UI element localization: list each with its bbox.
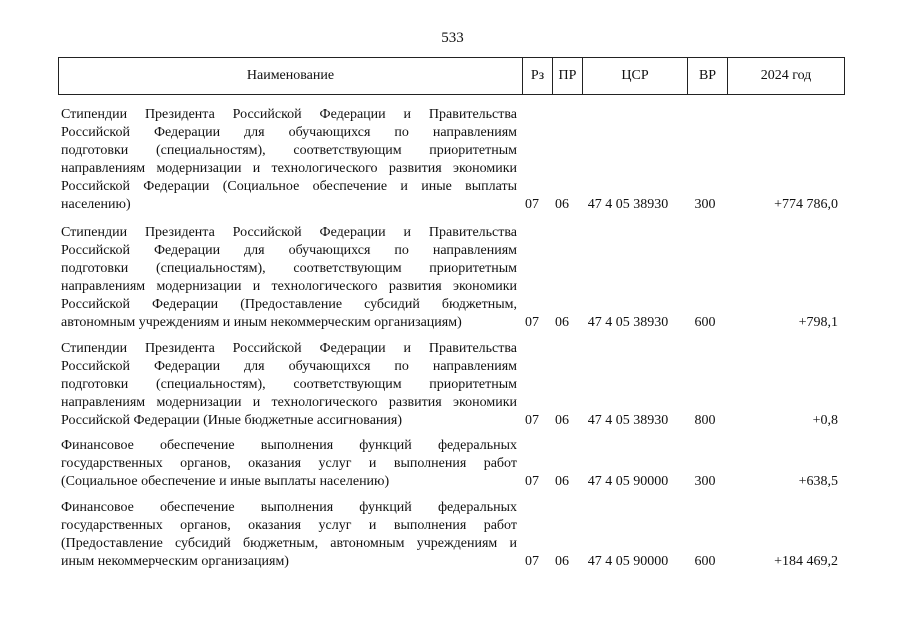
row-name-line: населению) [61, 197, 131, 212]
header-vr: ВР [687, 58, 727, 94]
row-name-line: Российской Федерации для обучающихся по направлениям [61, 243, 517, 258]
row-csr: 47 4 05 38930 [587, 315, 669, 330]
row-pr: 06 [555, 554, 569, 569]
row-name-line: Стипендии Президента Российской Федерации и Правительства [61, 107, 517, 122]
row-name-line: Российской Федерации (Иные бюджетные ассигнования) [61, 413, 403, 428]
row-csr: 47 4 05 38930 [587, 413, 669, 428]
row-rz: 07 [525, 197, 539, 212]
row-pr: 06 [555, 315, 569, 330]
row-name-line: подготовки (специальностям), соответствующим приоритетным [61, 261, 517, 276]
row-name-line: направлениям модернизации и технологического развития экономики [61, 161, 517, 176]
row-name-line: Российской Федерации для обучающихся по направлениям [61, 125, 517, 140]
row-name-line: Стипендии Президента Российской Федерации и Правительства [61, 341, 517, 356]
row-name-line: (Социальное обеспечение и иные выплаты населению) [61, 474, 390, 489]
row-rz: 07 [525, 315, 539, 330]
row-rz: 07 [525, 554, 539, 569]
row-name [61, 499, 517, 571]
header-year: 2024 год [727, 58, 844, 94]
row-vr: 300 [694, 197, 716, 212]
row-amount: +638,5 [798, 474, 838, 489]
row-name [61, 224, 517, 332]
row-name-line: направлениям модернизации и технологического развития экономики [61, 395, 517, 410]
row-vr: 300 [694, 474, 716, 489]
row-amount: +798,1 [798, 315, 838, 330]
row-name-line: Стипендии Президента Российской Федерации и Правительства [61, 225, 517, 240]
row-rz: 07 [525, 474, 539, 489]
row-pr: 06 [555, 474, 569, 489]
row-name-line: государственных органов, оказания услуг и выполнения работ [61, 456, 517, 471]
row-name-line: автономным учреждениям и иным некоммерческим организациям) [61, 315, 462, 330]
row-vr: 800 [694, 413, 716, 428]
header-name: Наименование [246, 68, 335, 83]
row-csr: 47 4 05 90000 [587, 554, 669, 569]
row-rz: 07 [525, 413, 539, 428]
row-name-line: Российской Федерации для обучающихся по направлениям [61, 359, 517, 374]
row-name-line: Финансовое обеспечение выполнения функций федеральных [61, 438, 517, 453]
row-name-line: Финансовое обеспечение выполнения функций федеральных [61, 500, 517, 515]
row-amount: +774 786,0 [774, 197, 838, 212]
header-csr: ЦСР [582, 58, 687, 94]
row-pr: 06 [555, 413, 569, 428]
row-name-line: подготовки (специальностям), соответствующим приоритетным [61, 377, 517, 392]
row-name-line: подготовки (специальностям), соответствующим приоритетным [61, 143, 517, 158]
row-name [61, 437, 517, 491]
row-name [61, 340, 517, 430]
row-amount: +184 469,2 [774, 554, 838, 569]
row-csr: 47 4 05 38930 [587, 197, 669, 212]
row-name-line: направлениям модернизации и технологического развития экономики [61, 279, 517, 294]
row-vr: 600 [694, 315, 716, 330]
row-name-line: Российской Федерации (Социальное обеспечение и иные выплаты [61, 179, 517, 194]
row-amount: +0,8 [812, 413, 838, 428]
header-rz: Рз [522, 58, 552, 94]
row-csr: 47 4 05 90000 [587, 474, 669, 489]
row-name-line: Российской Федерации (Предоставление субсидий бюджетным, [61, 297, 517, 312]
row-pr: 06 [555, 197, 569, 212]
row-vr: 600 [694, 554, 716, 569]
page-number: 533 [441, 30, 464, 46]
row-name-line: государственных органов, оказания услуг и выполнения работ [61, 518, 517, 533]
row-name-line: (Предоставление субсидий бюджетным, автономным учреждениям и [61, 536, 517, 551]
header-pr: ПР [552, 58, 582, 94]
row-name [61, 106, 517, 214]
row-name-line: иным некоммерческим организациям) [61, 554, 289, 569]
